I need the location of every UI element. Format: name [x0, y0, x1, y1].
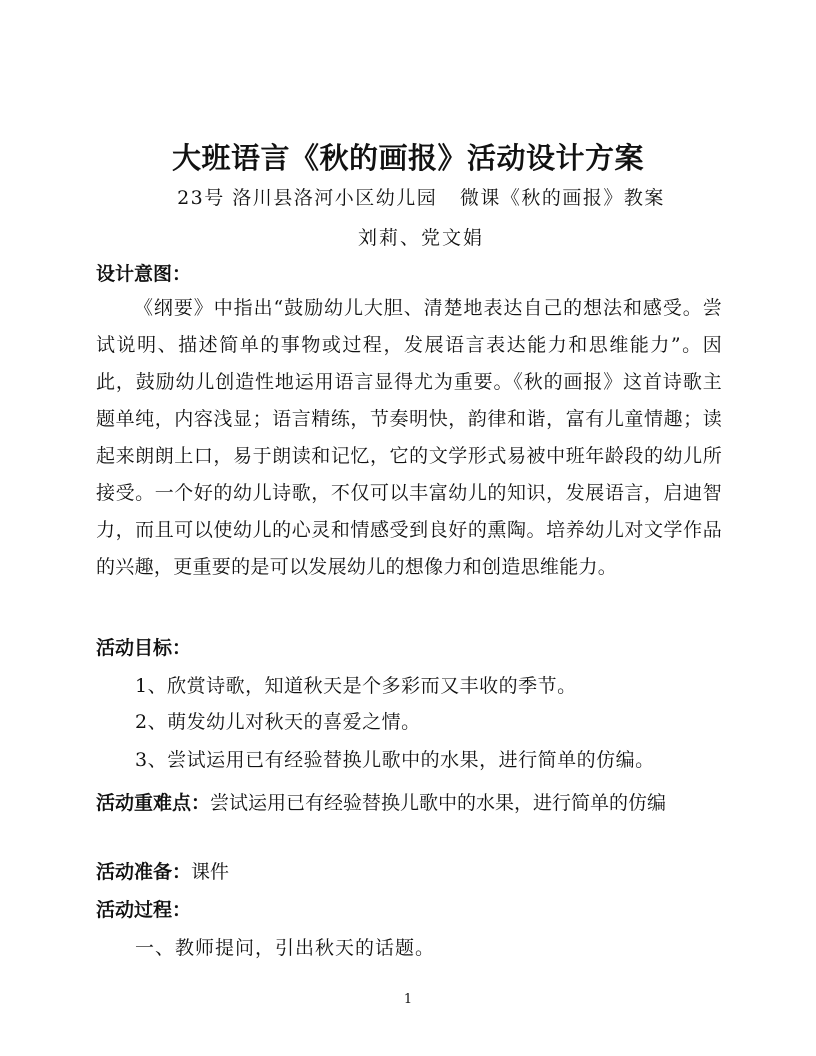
goal-item-1: 1、欣赏诗歌，知道秋天是个多彩而又丰收的季节。: [135, 675, 577, 697]
goals-heading: 活动目标：: [96, 637, 192, 659]
preparation-block: [96, 857, 229, 887]
key-points-heading: 活动重难点：: [96, 792, 211, 814]
document-authors: 刘莉、党文娟: [357, 227, 484, 249]
process-heading: 活动过程：: [96, 899, 192, 921]
document-title: 大班语言《秋的画报》活动设计方案: [171, 141, 644, 175]
design-intent-paragraph: 《纲要》中指出“鼓励幼儿大胆、清楚地表达自己的想法和感受。尝试说明、描述简单的事物或过程，发展语言表达能力和思维能力”。因此，鼓励幼儿创造性地运用语言显得尤为重要。《秋的画报》这首诗歌主题单纯，内容浅显；语言精练，节奏明快，韵律和谐，富有儿童情趣；读起来朗朗上口，易于朗读和记忆，它的文学形式易被中班年龄段的幼儿所接受。一个好的幼儿诗歌，不仅可以丰富幼儿的知识，发展语言，启迪智力，而且可以使幼儿的心灵和情感受到良好的熏陶。培养幼儿对文学作品的兴趣，更重要的是可以发展幼儿的想像力和创造思维能力。: [96, 297, 722, 578]
page-number: 1: [403, 992, 413, 1007]
key-points-block: [96, 783, 722, 823]
goal-item-2: 2、萌发幼儿对秋天的喜爱之情。: [135, 711, 421, 733]
document-subtitle: 23号 洛川县洛河小区幼儿园 微课《秋的画报》教案: [177, 187, 665, 209]
process-step-1: 一、教师提问，引出秋天的话题。: [135, 937, 436, 959]
preparation-heading: 活动准备：: [96, 861, 192, 883]
key-points-body: 尝试运用已有经验替换儿歌中的水果，进行简单的仿编: [210, 792, 667, 814]
preparation-body: 课件: [191, 861, 230, 883]
goal-item-3: 3、尝试运用已有经验替换儿歌中的水果，进行简单的仿编。: [135, 749, 655, 771]
design-intent-heading: 设计意图：: [96, 263, 192, 285]
